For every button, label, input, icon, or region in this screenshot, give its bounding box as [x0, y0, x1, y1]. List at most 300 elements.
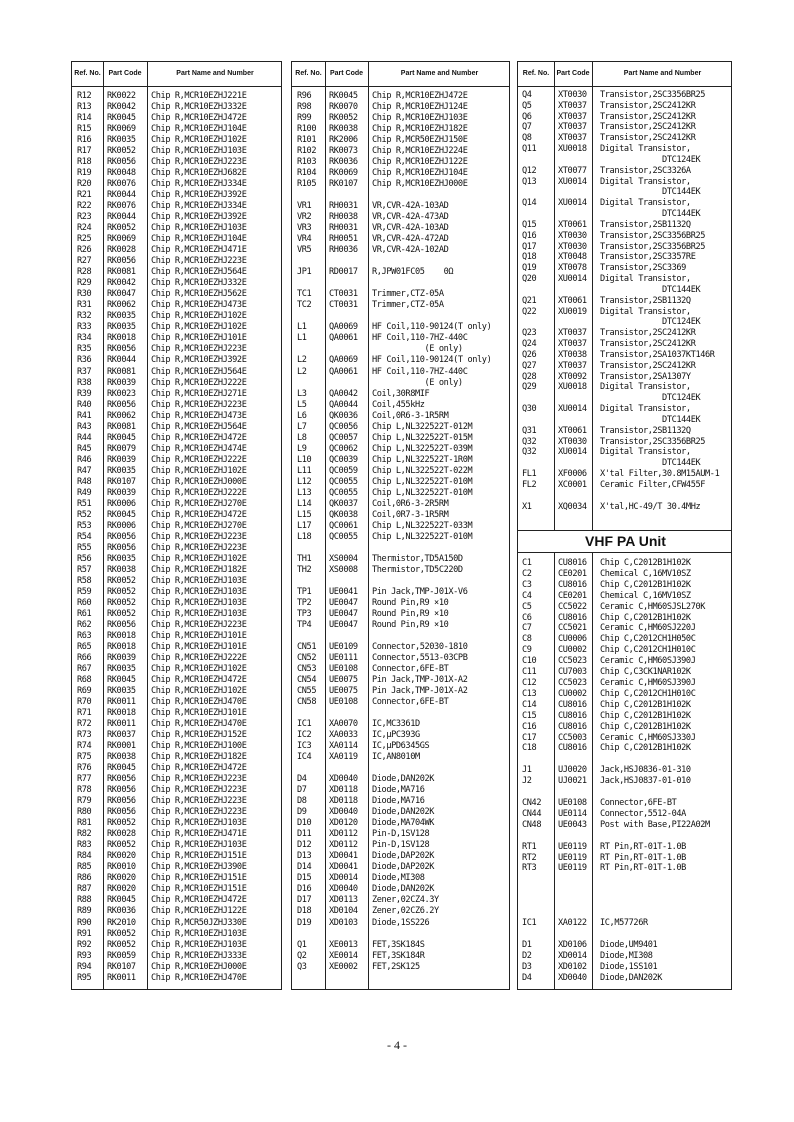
ref-no: R83: [77, 840, 92, 851]
part-code: RK0052: [107, 608, 136, 619]
ref-no: Q11: [522, 144, 537, 155]
part-code: XA0122: [558, 918, 587, 929]
ref-no: D2: [522, 950, 532, 961]
part-code: RK0062: [107, 300, 136, 311]
part-code: XT0078: [558, 263, 587, 274]
part-code: RK0056: [107, 256, 136, 267]
part-name: HF Coil,110-7HZ-440C: [372, 366, 468, 377]
part-code: RK0056: [107, 774, 136, 785]
ref-no: R81: [77, 818, 92, 829]
part-code: RK0036: [107, 906, 136, 917]
part-code: RK2006: [329, 135, 358, 146]
part-name: Pin Jack,TMP-J01X-A2: [372, 686, 468, 697]
ref-no: R63: [77, 630, 92, 641]
part-name: Jack,HSJ0837-01-010: [600, 776, 691, 787]
part-name: Chip R,MCR10EZHJ223E: [151, 399, 247, 410]
part-code: XU0014: [558, 404, 587, 415]
part-code: QA0061: [329, 366, 358, 377]
part-name: Chip R,MCR10EZHJ182E: [151, 752, 247, 763]
ref-no: C9: [522, 645, 532, 656]
part-code: RK0036: [329, 157, 358, 168]
ref-no: L1: [297, 333, 307, 344]
ref-no: D19: [297, 917, 312, 928]
ref-no: R22: [77, 201, 92, 212]
ref-no: R29: [77, 278, 92, 289]
ref-no: D4: [297, 774, 307, 785]
part-code: CU0002: [558, 645, 587, 656]
part-name: Chip R,MCR10EZHJ102E: [151, 465, 247, 476]
part-code: UE0047: [329, 619, 358, 630]
part-name: Chip R,MCR10EZHJ223E: [151, 785, 247, 796]
ref-no: X1: [522, 501, 532, 512]
ref-no: CN51: [297, 642, 317, 652]
part-code: XD0106: [558, 939, 587, 950]
part-code: XT0037: [558, 133, 587, 144]
part-name: RT Pin,RT-01T-1.0B: [600, 841, 686, 852]
part-name: Coil,30R8MIF: [372, 388, 430, 399]
page-number: - 4 -: [387, 1038, 407, 1052]
ref-no: R71: [77, 708, 92, 719]
part-code: CU8016: [558, 579, 587, 590]
ref-no: C14: [522, 699, 537, 710]
part-name: DTC124EK: [600, 317, 701, 328]
part-name: Chip L,NL322522T-010M: [372, 487, 473, 498]
part-name: Chip L,NL322522T-1R0M: [372, 454, 473, 465]
ref-no: C11: [522, 667, 537, 678]
part-code: CU8016: [558, 710, 587, 721]
part-name: VR,CVR-42A-102AD: [372, 245, 449, 256]
table-header: [518, 62, 731, 87]
ref-no: R34: [77, 333, 92, 344]
part-name: Chip R,MCR10EZHJ223E: [151, 157, 247, 168]
part-code: RH0051: [329, 234, 358, 245]
part-code: XD0102: [558, 961, 587, 972]
ref-no: Q16: [522, 230, 537, 241]
part-code: RK0069: [107, 234, 136, 245]
ref-no: RT3: [522, 863, 537, 874]
part-code: RK0018: [107, 642, 136, 652]
part-code: QK0036: [329, 410, 358, 421]
part-code: XS0008: [329, 564, 358, 575]
part-name: Transistor,2SC2412KR: [600, 328, 696, 339]
part-code: UE0114: [558, 808, 587, 819]
ref-no: R68: [77, 675, 92, 686]
part-name: Chip L,NL322522T-039M: [372, 443, 473, 454]
part-name: Chip R,MCR10EZHJ222E: [151, 653, 247, 664]
part-code: UE0108: [558, 798, 587, 809]
part-code: RK0038: [107, 752, 136, 763]
part-code: XD0014: [558, 950, 587, 961]
part-name: Digital Transistor,: [600, 447, 691, 458]
ref-no: Q26: [522, 349, 537, 360]
part-code: QC0057: [329, 432, 358, 443]
part-name: Transistor,2SC2412KR: [600, 122, 696, 133]
part-name: Chip R,MCR10EZHJ101E: [151, 708, 247, 719]
part-name: Connector,5513-03CPB: [372, 653, 468, 664]
part-code: XT0077: [558, 165, 587, 176]
part-name: Diode,MI308: [600, 950, 653, 961]
part-name: Chip R,MCR10EZHJ182E: [372, 124, 468, 135]
ref-no: CN58: [297, 697, 317, 708]
part-code: CU8016: [558, 699, 587, 710]
part-name: Digital Transistor,: [600, 382, 691, 393]
ref-no: R49: [77, 487, 92, 498]
part-name: DTC144EK: [600, 187, 701, 198]
part-name: Chip C,C2012B1H102K: [600, 699, 691, 710]
ref-no: Q20: [522, 274, 537, 285]
ref-no: R54: [77, 531, 92, 542]
part-name: Chip R,MCR10EZHJ103E: [151, 146, 247, 157]
part-code: XQ0034: [558, 501, 587, 512]
part-code: RK0035: [107, 135, 136, 146]
ref-no: R103: [297, 157, 317, 168]
part-code: XD0040: [329, 807, 358, 818]
part-name: Chip R,MCR10EZHJ104E: [151, 124, 247, 135]
ref-no: L5: [297, 399, 307, 410]
ref-no: C3: [522, 579, 532, 590]
part-name-header: Part Name and Number: [400, 70, 479, 77]
ref-no: Q8: [522, 133, 532, 144]
part-code: CC5021: [558, 623, 587, 634]
part-code: CC5023: [558, 678, 587, 688]
part-name: FET,2SK125: [372, 961, 420, 972]
ref-no: R87: [77, 884, 92, 895]
part-code: QC0056: [329, 421, 358, 432]
part-name: Chip R,MCR50JZHJ330E: [151, 917, 247, 928]
part-code: RK0107: [107, 476, 136, 487]
part-code: XT0030: [558, 230, 587, 241]
ref-no: R17: [77, 146, 92, 157]
ref-no: L10: [297, 454, 312, 465]
part-name: DTC124EK: [600, 154, 701, 165]
part-name: Trimmer,CTZ-05A: [372, 300, 444, 311]
ref-no: L12: [297, 476, 312, 487]
part-code: QC0055: [329, 487, 358, 498]
part-code: XU0014: [558, 447, 587, 458]
part-name: Transistor,2SC2412KR: [600, 111, 696, 122]
part-code: XU0018: [558, 144, 587, 155]
part-code-header: Part Code: [108, 70, 142, 77]
part-name: Chip R,MCR10EZHJ000E: [151, 961, 247, 972]
part-code: CC5022: [558, 601, 587, 612]
part-name: Chip R,MCR10EZHJ222E: [151, 377, 247, 388]
part-code: XU0019: [558, 306, 587, 317]
ref-no: R76: [77, 763, 92, 774]
part-code: RK0052: [107, 586, 136, 597]
ref-no: R41: [77, 410, 92, 421]
part-code: RK0037: [107, 730, 136, 741]
part-code: RK0038: [107, 564, 136, 575]
ref-no: IC1: [297, 719, 312, 730]
part-code: RK0052: [107, 575, 136, 586]
part-code: RK0039: [107, 487, 136, 498]
part-code: CT0031: [329, 300, 358, 311]
part-name: Chip R,MCR10EZHJ473E: [151, 410, 247, 421]
part-name: Chip R,MCR10EZHJ564E: [151, 421, 247, 432]
ref-no: R100: [297, 124, 317, 135]
ref-no: R37: [77, 366, 92, 377]
ref-no: Q2: [297, 950, 307, 961]
part-code: RK0039: [107, 653, 136, 664]
part-code: RK0020: [107, 884, 136, 895]
ref-no: C15: [522, 710, 537, 721]
ref-no: D12: [297, 840, 312, 851]
ref-no: R15: [77, 124, 92, 135]
part-code: RK0052: [107, 223, 136, 234]
part-name: Chip R,MCR10EZHJ390E: [151, 862, 247, 873]
part-name: Diode,DAP202K: [372, 862, 435, 873]
part-code: XT0092: [558, 371, 587, 382]
part-code: RK0023: [107, 388, 136, 399]
ref-no: D14: [297, 862, 312, 873]
ref-no: TC1: [297, 289, 312, 300]
ref-no: Q28: [522, 371, 537, 382]
part-code: XF0006: [558, 469, 587, 480]
part-code: XT0038: [558, 349, 587, 360]
ref-no: L1: [297, 322, 307, 333]
part-code: XD0040: [329, 774, 358, 785]
part-name: Transistor,2SA1037KT146R: [600, 349, 715, 360]
part-code: XD0113: [329, 895, 358, 906]
ref-no: R77: [77, 774, 92, 785]
part-name: Chip C,C2012CH1H010C: [600, 645, 696, 656]
part-code: RK0035: [107, 322, 136, 333]
part-code: RK0039: [107, 454, 136, 465]
part-code: RK0010: [107, 862, 136, 873]
ref-no: Q1: [297, 939, 307, 950]
part-code: QA0069: [329, 355, 358, 366]
ref-no: TH1: [297, 553, 312, 564]
part-name: Chip R,MCR10EZHJ392E: [151, 190, 247, 201]
part-name: Chip R,MCR10EZHJ223E: [151, 807, 247, 818]
part-name: Connector,52030-1810: [372, 642, 468, 652]
ref-no: C16: [522, 721, 537, 732]
part-code: XD0118: [329, 785, 358, 796]
ref-no: D4: [522, 972, 532, 983]
part-code: UE0108: [329, 664, 358, 675]
part-name: DTC124EK: [600, 393, 701, 404]
part-name: Transistor,2SC2412KR: [600, 339, 696, 350]
part-code: RH0031: [329, 201, 358, 212]
part-code: RK0035: [107, 311, 136, 322]
ref-no: R26: [77, 245, 92, 256]
part-name: Chip L,NL322522T-033M: [372, 520, 473, 531]
part-code: QK0038: [329, 509, 358, 520]
part-code: XT0061: [558, 219, 587, 230]
part-code: RK0076: [107, 179, 136, 190]
part-name: Zener,02CZ6.2Y: [372, 906, 439, 917]
part-name: Transistor,2SC3326A: [600, 165, 691, 176]
part-code: QA0061: [329, 333, 358, 344]
part-code: QC0039: [329, 454, 358, 465]
part-code: RK0044: [107, 212, 136, 223]
ref-no: D17: [297, 895, 312, 906]
part-code: RK0001: [107, 741, 136, 752]
part-name: Chip R,MCR10EZHJ473E: [151, 300, 247, 311]
part-name: Chip R,MCR10EZHJ103E: [151, 608, 247, 619]
part-code: CU0006: [558, 634, 587, 645]
part-name: Chip R,MCR50EZHJ150E: [372, 135, 468, 146]
ref-no: RT2: [522, 852, 537, 863]
part-name: Coil,0R7-3-1R5RM: [372, 509, 449, 520]
part-name: Chip R,MCR10EZHJ333E: [151, 950, 247, 961]
part-code: RK0020: [107, 851, 136, 862]
ref-no: R105: [297, 179, 317, 190]
part-code: XT0037: [558, 111, 587, 122]
part-name: FET,3SK184R: [372, 950, 425, 961]
part-name: Chip R,MCR10EZHJ102E: [151, 664, 247, 675]
part-code: XD0040: [558, 972, 587, 983]
ref-no: R98: [297, 102, 312, 113]
part-name: Chip L,NL322522T-022M: [372, 465, 473, 476]
part-code: RK0006: [107, 520, 136, 531]
part-code: QA0044: [329, 399, 358, 410]
part-code: RK0045: [107, 763, 136, 774]
parts-table-2: [291, 61, 510, 990]
part-code: XT0061: [558, 295, 587, 306]
ref-no: Q27: [522, 360, 537, 371]
part-name: Chip R,MCR10EZHJ103E: [151, 840, 247, 851]
part-name: Chip R,MCR10EZHJ392E: [151, 355, 247, 366]
ref-no: Q29: [522, 382, 537, 393]
ref-no: L9: [297, 443, 307, 454]
part-name: FET,3SK184S: [372, 939, 425, 950]
part-name: Chip L,NL322522T-015M: [372, 432, 473, 443]
ref-no: R86: [77, 873, 92, 884]
ref-no: C2: [522, 568, 532, 579]
part-name: IC,AN8010M: [372, 752, 420, 763]
part-name: Chip R,MCR10EZHJ470E: [151, 972, 247, 983]
ref-no: R59: [77, 586, 92, 597]
ref-no: J2: [522, 776, 532, 787]
ref-no: Q24: [522, 339, 537, 350]
part-name: Chip R,MCR10EZHJ470E: [151, 719, 247, 730]
ref-no: C4: [522, 590, 532, 601]
part-code: RK0056: [107, 399, 136, 410]
part-code: RK0011: [107, 719, 136, 730]
part-code: UE0111: [329, 653, 358, 664]
part-name-header: Part Name and Number: [176, 70, 254, 77]
ref-no: R95: [77, 972, 92, 983]
part-name: Chemical C,16MV10SZ: [600, 590, 691, 601]
ref-no: TP1: [297, 586, 312, 597]
part-name: Chip R,MCR10EZHJ334E: [151, 201, 247, 212]
ref-no: R58: [77, 575, 92, 586]
part-code: RK0035: [107, 686, 136, 697]
ref-no: CN54: [297, 675, 317, 686]
part-code: RK0076: [107, 201, 136, 212]
part-name: Diode,DAP202K: [372, 851, 435, 862]
part-name: Chip R,MCR10EZHJ472E: [151, 113, 247, 124]
part-name: Chip R,MCR10EZHJ122E: [151, 906, 247, 917]
ref-no: CN52: [297, 653, 317, 664]
ref-no: C5: [522, 601, 532, 612]
part-code: CU8016: [558, 558, 587, 568]
part-name: Chip R,MCR10EZHJ564E: [151, 366, 247, 377]
part-name: Chip R,MCR10EZHJ124E: [372, 102, 468, 113]
part-name: Ceramic C,HM60SJSL270K: [600, 601, 706, 612]
ref-no: D1: [522, 939, 532, 950]
part-name: DTC144EK: [600, 458, 701, 469]
part-code: CU8016: [558, 743, 587, 754]
part-name: Digital Transistor,: [600, 198, 691, 209]
part-name: Chip C,C2012CH1H050C: [600, 634, 696, 645]
part-name: Transistor,2SB1132Q: [600, 219, 691, 230]
part-code: UJ0020: [558, 765, 587, 776]
ref-no: R46: [77, 454, 92, 465]
part-code: RK0011: [107, 697, 136, 708]
part-name: VR,CVR-42A-103AD: [372, 223, 449, 234]
part-name: Transistor,2SC3356BR25: [600, 230, 706, 241]
part-code: RK0056: [107, 785, 136, 796]
ref-no: Q4: [522, 90, 532, 100]
part-name: Pin-D,1SV128: [372, 829, 430, 840]
part-name: Chip R,MCR10EZHJ224E: [372, 146, 468, 157]
part-name: Diode,MA716: [372, 796, 425, 807]
part-name: Chip R,MCR10EZHJ221E: [151, 91, 247, 101]
ref-no: L18: [297, 531, 312, 542]
part-name: Chip R,MCR10EZHJ222E: [151, 487, 247, 498]
ref-no: R104: [297, 168, 317, 179]
part-code: RK0045: [107, 509, 136, 520]
part-name: Jack,HSJ0836-01-310: [600, 765, 691, 776]
part-name: Chip C,C2012B1H102K: [600, 743, 691, 754]
ref-no: FL1: [522, 469, 537, 480]
ref-no: R21: [77, 190, 92, 201]
part-code: QC0062: [329, 443, 358, 454]
ref-no: R74: [77, 741, 92, 752]
part-code: XT0037: [558, 339, 587, 350]
part-code: XT0061: [558, 425, 587, 436]
ref-no: L13: [297, 487, 312, 498]
ref-no: D9: [297, 807, 307, 818]
part-code: CU0002: [558, 688, 587, 699]
part-code: RH0038: [329, 212, 358, 223]
ref-no: R96: [297, 91, 312, 101]
ref-no: R25: [77, 234, 92, 245]
part-name: Chip R,MCR10EZHJ223E: [151, 344, 247, 355]
part-code: QC0059: [329, 465, 358, 476]
part-name: Chip R,MCR10EZHJ223E: [151, 774, 247, 785]
part-name: Chip R,MCR10EZHJ103E: [151, 575, 247, 586]
part-name: Chip R,MCR10EZHJ270E: [151, 498, 247, 509]
part-name: Chip R,MCR10EZHJ271E: [151, 388, 247, 399]
ref-no: CN42: [522, 798, 542, 809]
part-code: CT0031: [329, 289, 358, 300]
ref-no: R39: [77, 388, 92, 399]
part-name: Chip R,MCR10EZHJ470E: [151, 697, 247, 708]
ref-no: C12: [522, 678, 537, 688]
part-name: Coil,0R6-3-1R5RM: [372, 410, 449, 421]
part-name: Transistor,2SC3356BR25: [600, 90, 706, 100]
part-name: R,JPW01FC05 0Ω: [372, 267, 454, 278]
part-name: Chip R,MCR10EZHJ392E: [151, 212, 247, 223]
part-name: Chip R,MCR10EZHJ103E: [151, 928, 247, 939]
part-code: CU7003: [558, 667, 587, 678]
part-code: RK0028: [107, 245, 136, 256]
part-name: Chip R,MCR10EZHJ472E: [151, 509, 247, 520]
ref-no: D16: [297, 884, 312, 895]
part-code: UE0075: [329, 675, 358, 686]
part-name: Trimmer,CTZ-05A: [372, 289, 444, 300]
parts-table-3: [517, 61, 732, 990]
ref-no: R82: [77, 829, 92, 840]
part-code: XU0014: [558, 198, 587, 209]
part-code: RK0059: [107, 950, 136, 961]
ref-no: Q19: [522, 263, 537, 274]
part-name: Chip C,C2012B1H102K: [600, 710, 691, 721]
ref-no: TC2: [297, 300, 312, 311]
